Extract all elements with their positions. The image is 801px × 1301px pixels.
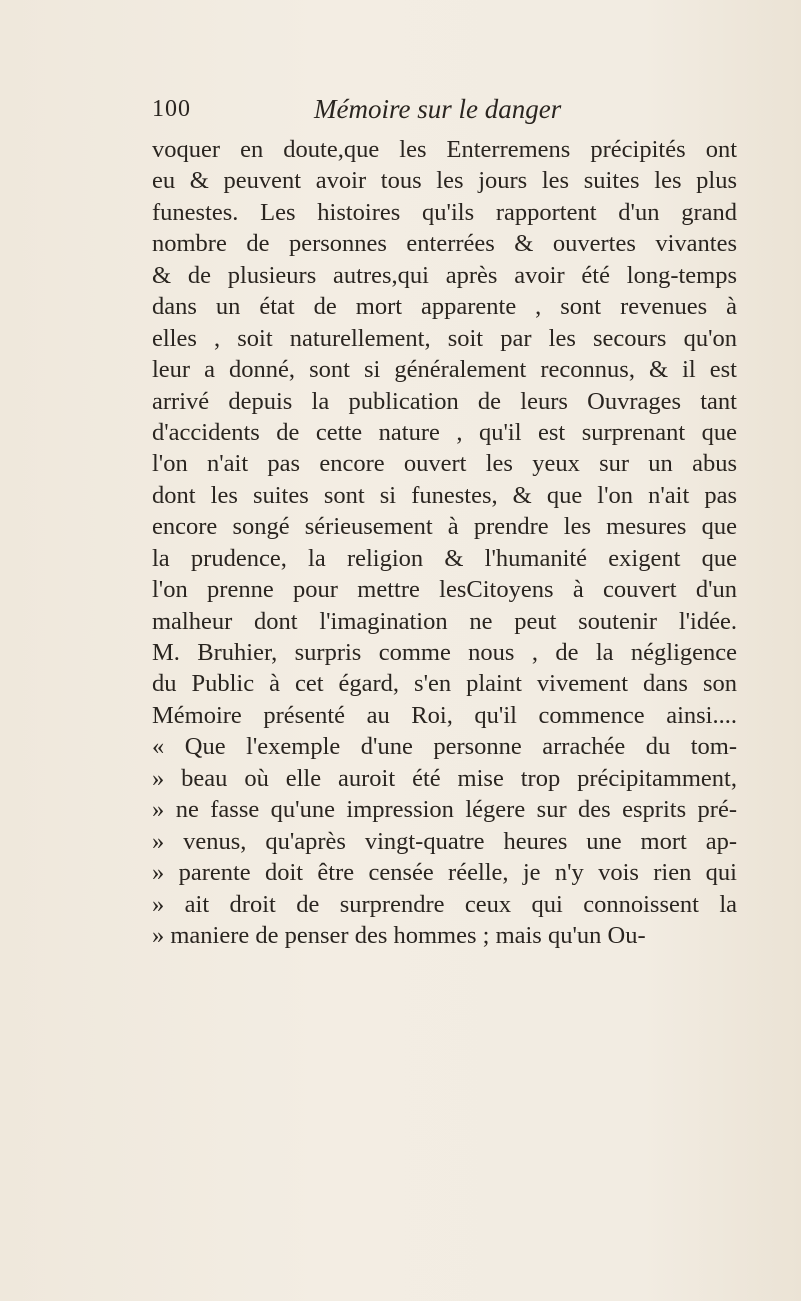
- running-title: Mémoire sur le danger: [314, 94, 562, 124]
- text-line: voquer en doute,que les Enterremens précipités ont: [152, 136, 737, 163]
- text-line: nombre de personnes enterrées & ouvertes vivantes: [152, 230, 737, 258]
- text-line: malheur dont l'imagination ne peut soutenir l'idée.: [152, 607, 737, 635]
- text-line: leur a donné, sont si généralement reconnus, & il est: [152, 356, 737, 384]
- text-line: arrivé depuis la publication de leurs Ouvrages tant: [152, 387, 737, 415]
- text-line: Mémoire présenté au Roi, qu'il commence ainsi....: [152, 701, 737, 729]
- text-line: & de plusieurs autres,qui après avoir été long-temps: [152, 261, 737, 289]
- quote-line: » ait droit de surprendre ceux qui connoissent la: [152, 890, 737, 918]
- quote-line: » ne fasse qu'une impression légere sur des esprits pré-: [152, 796, 737, 824]
- page-header: [152, 94, 712, 134]
- text-line: d'accidents de cette nature , qu'il est surprenant que: [152, 418, 737, 446]
- text-line: l'on n'ait pas encore ouvert les yeux sur un abus: [152, 450, 737, 478]
- quote-line: » parente doit être censée réelle, je n'y vois rien qui: [152, 859, 737, 887]
- text-line: elles , soit naturellement, soit par les secours qu'on: [152, 324, 737, 352]
- quote-line: » maniere de penser des hommes ; mais qu'un Ou-: [152, 921, 646, 949]
- text-line: l'on prenne pour mettre lesCitoyens à couvert d'un: [152, 576, 737, 604]
- text-line: eu & peuvent avoir tous les jours les suites les plus: [152, 167, 737, 195]
- quote-line: » venus, qu'après vingt-quatre heures une mort ap-: [152, 827, 737, 855]
- text-line: du Public à cet égard, s'en plaint vivement dans son: [152, 670, 737, 698]
- text-line: la prudence, la religion & l'humanité exigent que: [152, 544, 737, 572]
- page-number: 100: [152, 96, 191, 122]
- text-line: encore songé sérieusement à prendre les mesures que: [152, 513, 737, 541]
- body-text: [152, 134, 737, 951]
- text-line: dont les suites sont si funestes, & que l'on n'ait pas: [152, 481, 737, 509]
- quote-line: » beau où elle auroit été mise trop précipitamment,: [152, 764, 737, 792]
- quote-line: « Que l'exemple d'une personne arrachée du tom-: [152, 733, 737, 761]
- text-line: dans un état de mort apparente , sont revenues à: [152, 293, 737, 321]
- text-line: M. Bruhier, surpris comme nous , de la négligence: [152, 639, 737, 666]
- text-line: funestes. Les histoires qu'ils rapportent d'un grand: [152, 198, 737, 226]
